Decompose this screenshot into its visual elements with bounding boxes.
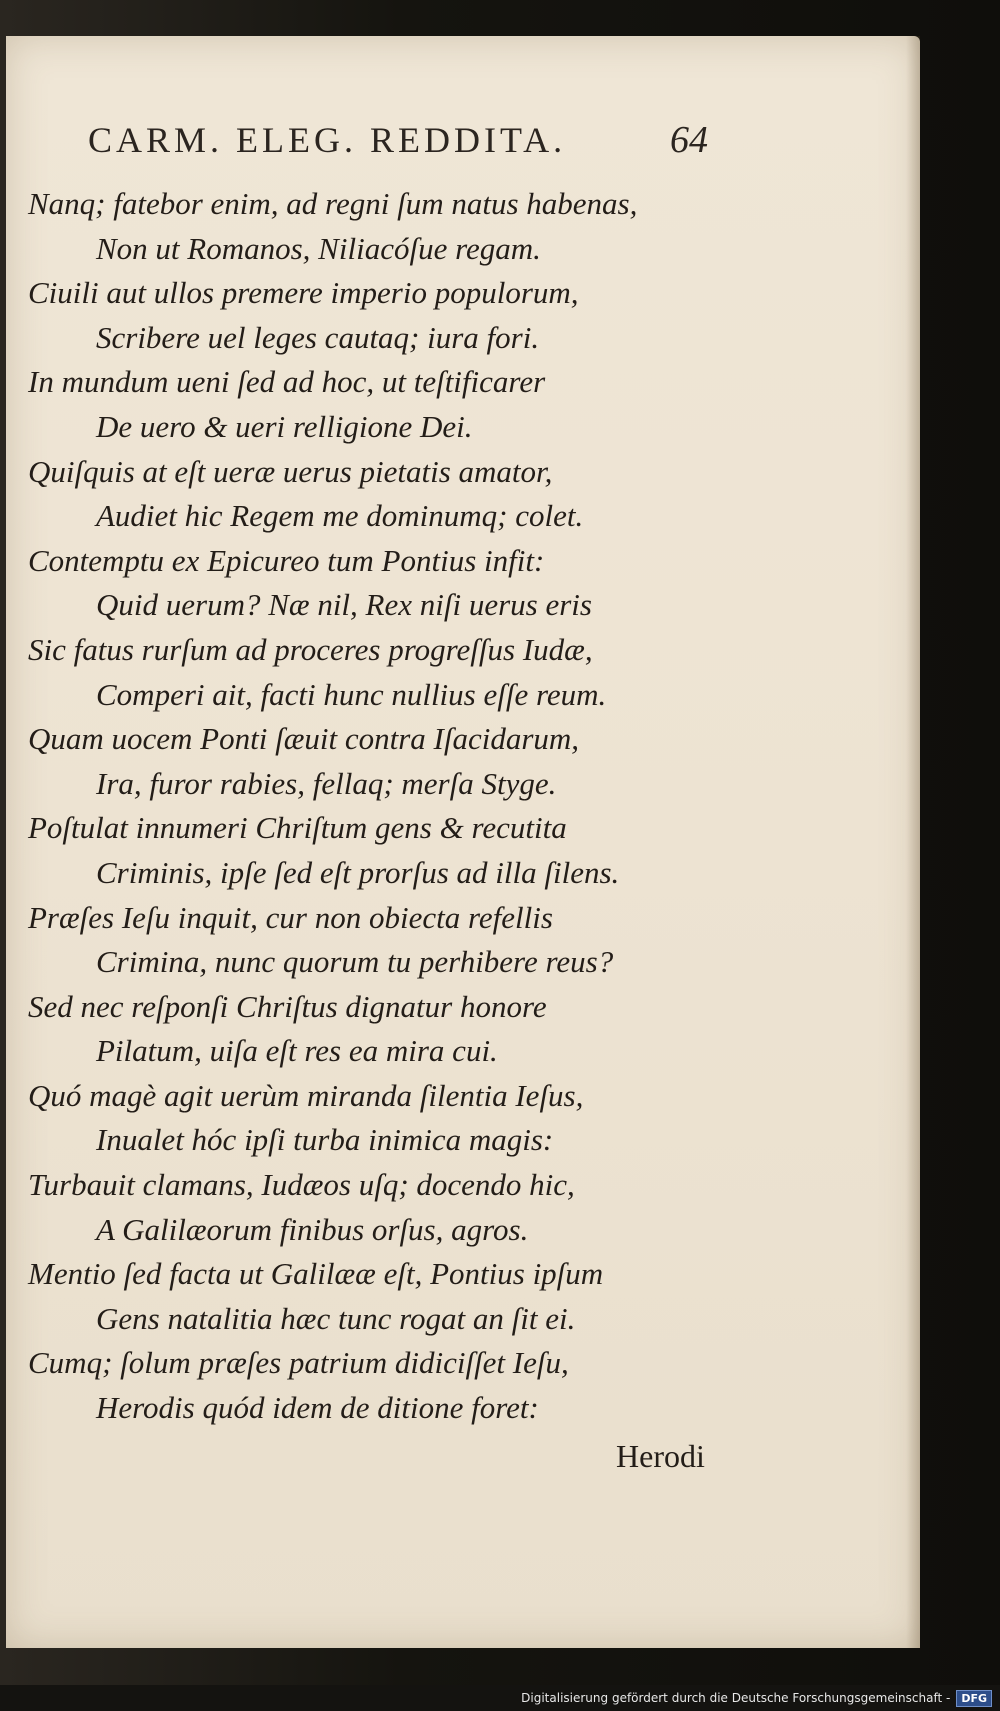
page-edge-shadow — [906, 36, 920, 1648]
verse-line: Ira, furor rabies, fellaq; merſa Styge. — [96, 765, 557, 801]
verse-line: Poſtulat innumeri Chriſtum gens & recutita — [28, 810, 567, 846]
verse-line: Audiet hic Regem me dominumq; colet. — [96, 498, 584, 534]
verse-line: Herodis quód idem de ditione foret: — [96, 1390, 539, 1426]
verse-line: Sic fatus rurſum ad proceres progreſſus Iudæ, — [28, 631, 593, 667]
verse-line: Cumq; ſolum præſes patrium didiciſſet Ieſu, — [28, 1345, 569, 1381]
verse-line: Comperi ait, facti hunc nullius eſſe reum. — [96, 676, 607, 712]
verse-line: Quiſquis at eſt ueræ uerus pietatis amator, — [28, 453, 553, 489]
verse-line: Inualet hóc ipſi turba inimica magis: — [96, 1122, 554, 1158]
verse-line: Quó magè agit uerùm miranda ſilentia Ieſus, — [28, 1077, 584, 1113]
verse-line: Gens natalitia hæc tunc rogat an ſit ei. — [96, 1300, 576, 1336]
verse-line: De uero & ueri relligione Dei. — [96, 408, 473, 444]
verse-text-block — [0, 182, 900, 1431]
verse-line: Sed nec reſponſi Chriſtus dignatur honore — [28, 988, 547, 1024]
dfg-logo: DFG — [956, 1690, 992, 1707]
running-head — [88, 110, 708, 170]
verse-line: Contemptu ex Epicureo tum Pontius infit: — [28, 542, 545, 578]
verse-line: Ciuili aut ullos premere imperio populorum, — [28, 275, 579, 311]
verse-line: Pilatum, uiſa eſt res ea mira cui. — [96, 1033, 498, 1069]
verse-line: Non ut Romanos, Niliacóſue regam. — [96, 230, 541, 266]
verse-line: In mundum ueni ſed ad hoc, ut teſtificarer — [28, 364, 546, 400]
verse-line: Crimina, nunc quorum tu perhibere reus? — [96, 944, 614, 980]
funding-credit: Digitalisierung gefördert durch die Deutsche Forschungsgemeinschaft - — [521, 1691, 951, 1705]
digitization-footer — [0, 1685, 1000, 1711]
verse-line: Præſes Ieſu inquit, cur non obiecta refellis — [28, 899, 553, 935]
verse-line: Quam uocem Ponti ſæuit contra Iſacidarum, — [28, 721, 580, 757]
verse-line: Quid uerum? Næ nil, Rex niſi uerus eris — [96, 587, 592, 623]
verse-line: Scribere uel leges cautaq; iura fori. — [96, 319, 540, 355]
verse-line: Criminis, ipſe ſed eſt prorſus ad illa ſilens. — [96, 854, 620, 890]
verse-line: A Galilæorum finibus orſus, agros. — [96, 1211, 529, 1247]
catchword: Herodi — [616, 1438, 705, 1474]
verse-line: Turbauit clamans, Iudæos uſq; docendo hic, — [28, 1167, 575, 1203]
running-head-title: CARM. ELEG. REDDITA. — [88, 120, 567, 160]
verse-line: Mentio ſed facta ut Galilææ eſt, Pontius ipſum — [28, 1256, 604, 1292]
page-number: 64 — [670, 119, 708, 161]
verse-line: Nanq; fatebor enim, ad regni ſum natus habenas, — [28, 186, 638, 221]
